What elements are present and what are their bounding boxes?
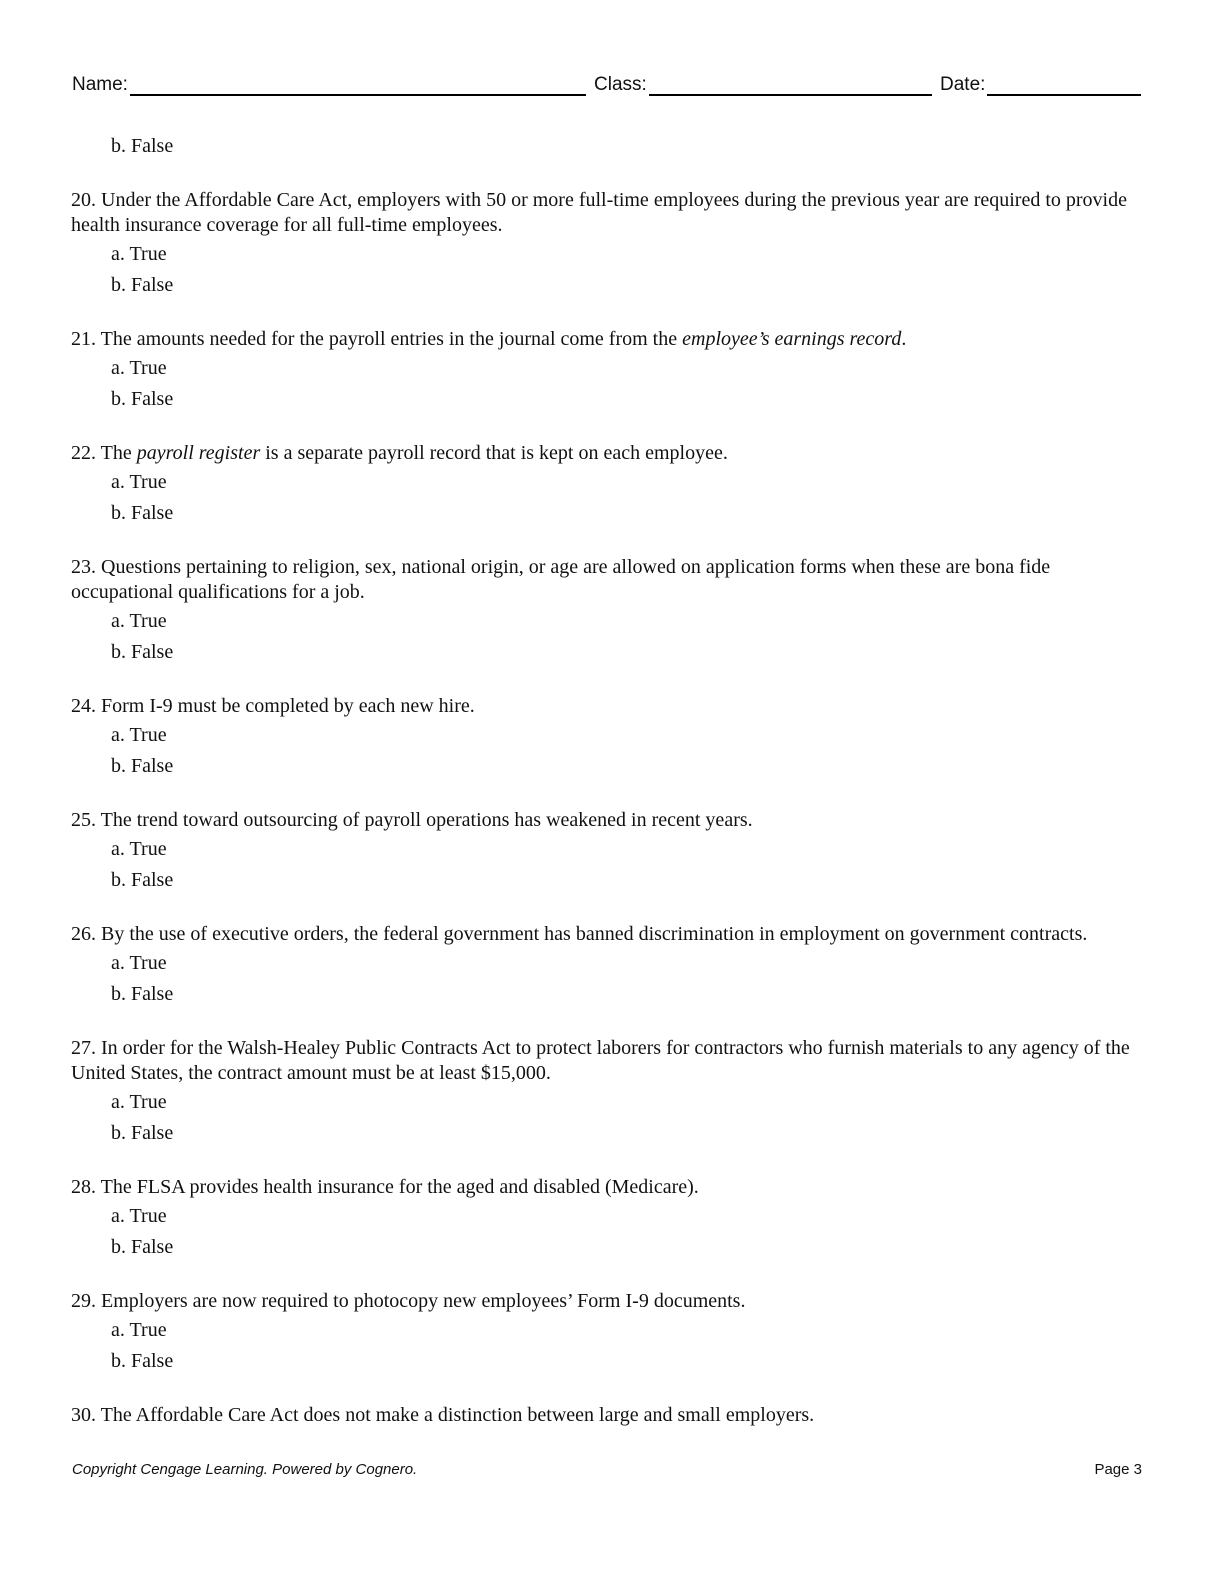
name-input-line[interactable] [130, 72, 586, 96]
question-number: 25. [71, 809, 96, 831]
continued-option: b. False [111, 135, 174, 157]
question-number: 21. [71, 328, 96, 350]
answer-option[interactable]: b. False [111, 1236, 174, 1258]
answer-option[interactable]: a. True [111, 838, 167, 860]
question-text-segment: The FLSA provides health insurance for the aged and disabled (Medicare). [100, 1176, 699, 1198]
question-item [71, 1403, 1146, 1428]
question-text [71, 808, 1146, 833]
copyright-notice: Copyright Cengage Learning. Powered by Cognero. [72, 1461, 418, 1478]
question-item [71, 188, 1146, 298]
question-text-segment: In order for the Walsh-Healey Public Contracts Act to protect laborers for contractors who furnish materials to any agency of the United States, the contract amount must be at least $15,000. [71, 1037, 1130, 1084]
answer-option[interactable]: a. True [111, 1205, 167, 1227]
answer-option[interactable]: a. True [111, 357, 167, 379]
question-text [71, 1036, 1146, 1086]
answer-option[interactable]: b. False [111, 1122, 174, 1144]
question-text-segment: The trend toward outsourcing of payroll operations has weakened in recent years. [100, 809, 753, 831]
question-text-segment: The Affordable Care Act does not make a distinction between large and small employers. [100, 1404, 815, 1426]
question-text-segment: . [901, 328, 907, 350]
question-text [71, 694, 1146, 719]
question-text [71, 188, 1146, 238]
answer-option[interactable]: b. False [111, 1350, 174, 1372]
question-text-segment: is a separate payroll record that is kept on each employee. [260, 442, 728, 464]
answer-option[interactable]: b. False [111, 869, 174, 891]
question-number: 26. [71, 923, 96, 945]
question-number: 22. [71, 442, 96, 464]
question-text-segment: The [100, 442, 137, 464]
answer-option[interactable]: a. True [111, 471, 167, 493]
question-text [71, 1289, 1146, 1314]
answer-option[interactable]: a. True [111, 610, 167, 632]
question-item [71, 1175, 1146, 1260]
page-number: Page 3 [1094, 1461, 1142, 1478]
question-text-segment: By the use of executive orders, the federal government has banned discrimination in employment on government contracts. [101, 923, 1088, 945]
answer-option[interactable]: b. False [111, 755, 174, 777]
answer-option[interactable]: a. True [111, 724, 167, 746]
answer-option[interactable]: b. False [111, 641, 174, 663]
question-number: 28. [71, 1176, 96, 1198]
answer-option[interactable]: b. False [111, 388, 174, 410]
question-item [71, 808, 1146, 893]
question-number: 27. [71, 1037, 96, 1059]
question-number: 30. [71, 1404, 96, 1426]
answer-option[interactable]: b. False [111, 502, 174, 524]
date-field [940, 70, 1141, 96]
class-input-line[interactable] [649, 72, 932, 96]
date-input-line[interactable] [987, 72, 1141, 96]
question-item [71, 441, 1146, 526]
date-label: Date: [940, 74, 986, 95]
question-text [71, 327, 1146, 352]
question-text [71, 922, 1146, 947]
question-number: 24. [71, 695, 96, 717]
question-item [71, 1036, 1146, 1146]
question-text [71, 1175, 1146, 1200]
question-number: 20. [71, 189, 96, 211]
question-item [71, 1289, 1146, 1374]
question-item [71, 555, 1146, 665]
question-text-segment: Under the Affordable Care Act, employers with 50 or more full-time employees during the previous year are required to provide health insurance coverage for all full-time employees. [71, 189, 1127, 236]
question-text [71, 1403, 1146, 1428]
question-item [71, 922, 1146, 1007]
question-number: 23. [71, 556, 96, 578]
emphasized-term: employee’s earnings record [682, 328, 902, 350]
answer-option[interactable]: a. True [111, 1091, 167, 1113]
question-list [71, 134, 1146, 1428]
answer-option[interactable]: a. True [111, 952, 167, 974]
question-text-segment: Employers are now required to photocopy new employees’ Form I-9 documents. [101, 1290, 746, 1312]
question-number: 29. [71, 1290, 96, 1312]
emphasized-term: payroll register [136, 442, 261, 464]
question-text [71, 555, 1146, 605]
answer-option[interactable]: b. False [111, 983, 174, 1005]
page-header [72, 70, 1142, 98]
answer-option[interactable]: a. True [111, 243, 167, 265]
question-text [71, 441, 1146, 466]
class-label: Class: [594, 74, 647, 95]
question-text-segment: Form I-9 must be completed by each new hire. [101, 695, 475, 717]
question-text-segment: Questions pertaining to religion, sex, national origin, or age are allowed on application forms when these are bona fide occupational qualifications for a job. [71, 556, 1051, 603]
name-label: Name: [72, 74, 128, 95]
class-field [594, 70, 932, 96]
answer-option[interactable]: a. True [111, 1319, 167, 1341]
answer-option[interactable]: b. False [111, 274, 174, 296]
question-item [71, 327, 1146, 412]
question-text-segment: The amounts needed for the payroll entries in the journal come from the [100, 328, 683, 350]
name-field [72, 70, 586, 96]
question-item [71, 694, 1146, 779]
